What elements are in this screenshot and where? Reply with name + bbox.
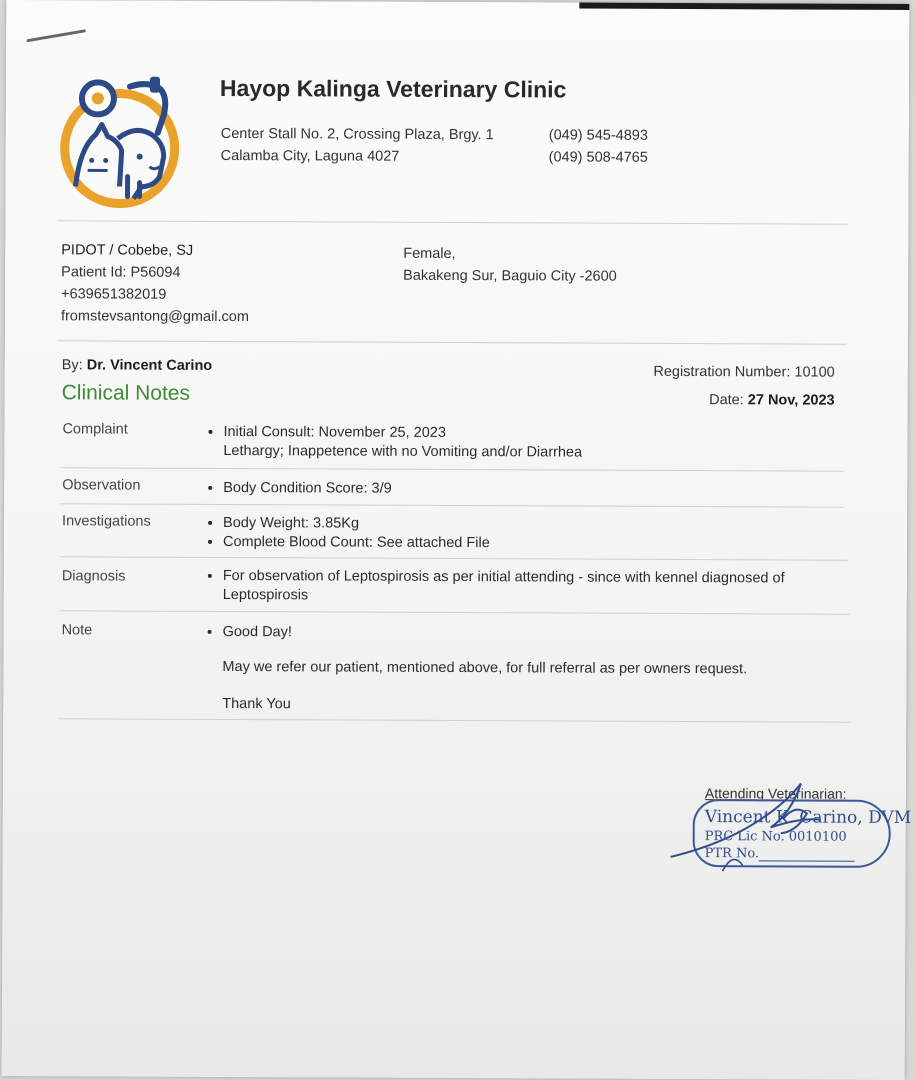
observation-content <box>208 479 808 501</box>
row-divider <box>60 503 844 507</box>
complaint-line-2: Lethargy; Inappetence with no Vomiting and/or Diarrhea <box>223 442 583 461</box>
header-divider <box>57 220 847 224</box>
background-edge <box>579 3 909 10</box>
document-page <box>2 0 910 1080</box>
complaint-label: Complaint <box>62 421 128 438</box>
patient-address: Bakakeng Sur, Baguio City -2600 <box>403 267 617 285</box>
date-prefix: Date: <box>709 392 748 409</box>
row-divider <box>60 467 844 471</box>
patient-info <box>61 239 249 328</box>
complaint-item <box>223 423 808 464</box>
note-content <box>207 623 847 717</box>
complaint-line-1: Initial Consult: November 25, 2023 <box>223 423 446 441</box>
stamp-prc: PRC Lic No. 0010100 <box>704 829 847 845</box>
investigations-content <box>208 514 808 555</box>
doctor-byline <box>62 357 212 374</box>
investigations-label: Investigations <box>62 513 151 530</box>
diagnosis-line-2: Leptospirosis <box>222 586 309 604</box>
investigations-item-2: • Complete Blood Count: See attached File <box>223 533 808 555</box>
diagnosis-label: Diagnosis <box>61 568 126 585</box>
patient-name: PIDOT / Cobebe, SJ <box>61 242 194 259</box>
row-divider <box>59 718 851 722</box>
patient-sex: Female, <box>403 245 456 262</box>
phone-1: (049) 545-4893 <box>548 127 648 144</box>
date-value: 27 Nov, 2023 <box>747 392 835 409</box>
diagnosis-content <box>208 567 828 608</box>
patient-email: fromstevsantong@gmail.com <box>60 308 249 326</box>
stamp-ptr-label: PTR No. <box>704 846 760 862</box>
observation-label: Observation <box>62 477 141 494</box>
patient-phone: +639651382019 <box>61 286 167 303</box>
investigations-item-1: • Body Weight: 3.85Kg <box>223 514 808 536</box>
note-paragraph-2: Thank You <box>222 695 291 713</box>
phone-2: (049) 508-4765 <box>548 149 648 166</box>
registration-number: Registration Number: 10100 <box>653 363 835 381</box>
complaint-content <box>208 423 808 464</box>
clinical-notes-title: Clinical Notes <box>61 381 191 405</box>
diagnosis-line-1: For observation of Leptospirosis as per initial attending - since with kennel diagnosed of <box>222 567 785 587</box>
diagnosis-item <box>223 567 828 608</box>
patient-divider <box>57 340 847 344</box>
stamp-name: Vincent K. Carino, DVM <box>704 807 912 828</box>
signature-scribble-icon <box>662 775 892 886</box>
note-paragraph-1: May we refer our patient, mentioned above, for full referral as per owners request. <box>222 658 748 678</box>
row-divider <box>60 556 848 560</box>
address-line-1: Center Stall No. 2, Crossing Plaza, Brgy. 1 <box>220 125 494 144</box>
signature-block <box>662 775 912 886</box>
row-divider <box>60 610 850 614</box>
clinic-name: Hayop Kalinga Veterinary Clinic <box>219 74 567 103</box>
address-line-2: Calamba City, Laguna 4027 <box>220 147 400 165</box>
note-label: Note <box>61 622 93 639</box>
attending-label: Attending Veterinarian: <box>704 785 847 802</box>
by-prefix: By: <box>61 357 87 374</box>
observation-item: • Body Condition Score: 3/9 <box>223 479 808 501</box>
clinic-phones <box>549 124 648 168</box>
clinic-address <box>221 123 494 168</box>
record-date <box>709 392 835 409</box>
patient-id: Patient Id: P56094 <box>61 264 181 281</box>
doctor-name: Dr. Vincent Carino <box>86 357 213 374</box>
patient-details <box>403 243 617 288</box>
clinic-logo-icon <box>57 68 188 211</box>
staple-mark <box>26 29 86 42</box>
note-greeting: • Good Day! <box>223 623 848 645</box>
